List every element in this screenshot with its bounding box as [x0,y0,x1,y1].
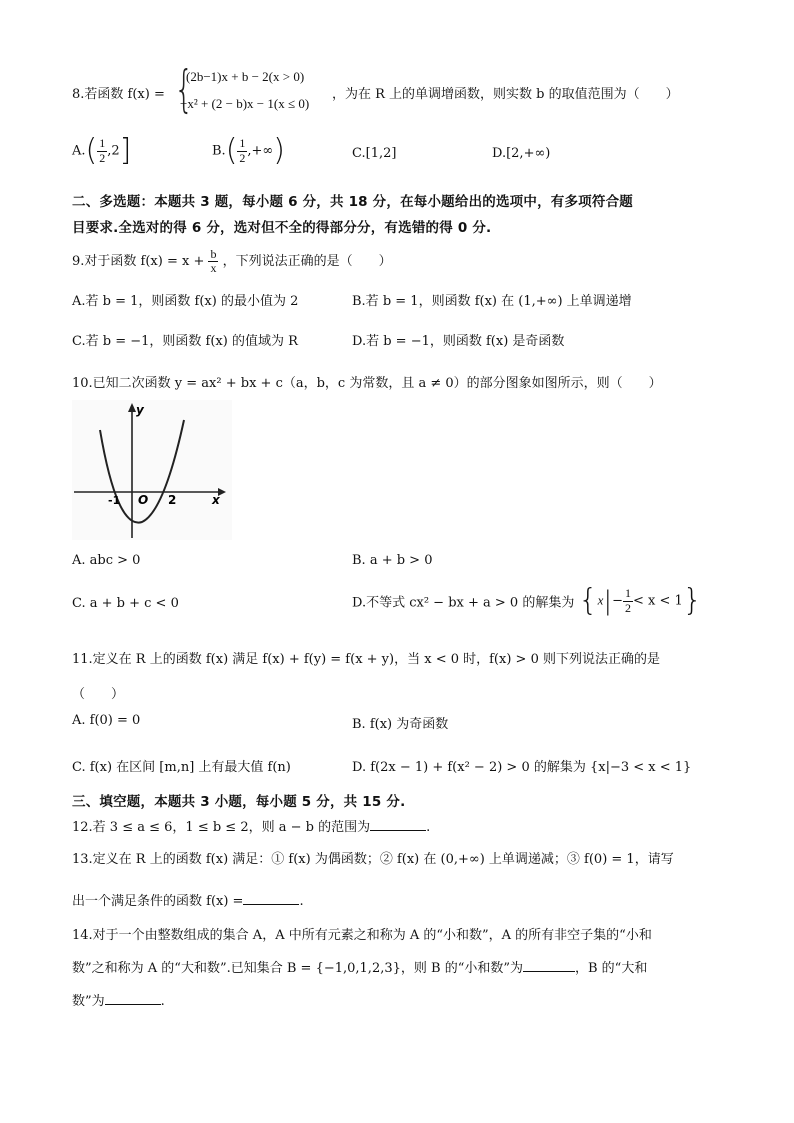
q8-lead: 8.若函数 f(x) = [72,87,165,102]
q10-stem: 10.已知二次函数 y = ax² + bx + c（a，b，c 为常数，且 a ≠ 0）的部分图象如图所示，则（ ） [72,376,662,391]
q11-option-c: C. f(x) 在区间 [m,n] 上有最大值 f(n) [72,760,291,775]
q8-piece2: −x² + (2 − b)x − 1(x ≤ 0) [180,96,310,111]
q9-option-a: A.若 b = 1，则函数 f(x) 的最小值为 2 [72,294,299,309]
q8-piece1: (2b−1)x + b − 2(x > 0) [186,69,305,84]
q14-line2: 数”之和称为 A 的“大和数”.已知集合 B = {−1,0,1,2,3}，则 B 的“小和数”为 ，B 的“大和 [72,961,648,976]
q11-stem: 11.定义在 R 上的函数 f(x) 满足 f(x) + f(y) = f(x + y)，当 x < 0 时，f(x) > 0 则下列说法正确的是 [72,652,660,667]
q11-option-b: B. f(x) 为奇函数 [352,717,449,732]
q11-option-a: A. f(0) = 0 [72,713,141,728]
q12-answer-blank[interactable] [370,818,426,831]
q8-option-a: A.( $\frac{1}{2}$ ,2] [72,133,132,168]
q10-option-c: C. a + b + c < 0 [72,596,179,611]
q14-answer-blank-2[interactable] [105,992,161,1005]
q14-answer-blank-1[interactable] [523,959,575,972]
q8-option-c: C.[1,2] [352,146,397,161]
section3-heading: 三、填空题，本题共 3 小题，每小题 5 分，共 15 分. [72,794,406,810]
q10-parabola-graph [72,400,232,540]
q11-option-d: D. f(2x − 1) + f(x² − 2) > 0 的解集为 {x|−3 < x < 1} [352,760,692,775]
q14-line3: 数”为 . [72,994,165,1009]
tick-neg1-label: -1 [108,494,121,507]
q10-option-d: D.不等式 cx² − bx + a > 0 的解集为 {x|− $\frac{1}{2}$ < x < 1} [352,583,702,618]
q13-line2: 出一个满足条件的函数 f(x) = . [72,894,304,909]
q8-tail: ，为在 R 上的单调增函数，则实数 b 的取值范围为（ ） [332,87,679,102]
q8-piecewise-brace: { [174,60,194,118]
q9-stem: 9.对于函数 f(x) = x + $\frac{b}{x}$ ，下列说法正确的是（ ） [72,247,392,276]
x-axis-label: x [212,493,220,507]
q12-text: 12.若 3 ≤ a ≤ 6，1 ≤ b ≤ 2，则 a − b 的范围为 . [72,820,431,835]
section2-heading-line1: 二、多选题：本题共 3 题，每小题 6 分，共 18 分，在每小题给出的选项中，有多项符合题 [72,194,633,210]
q9-option-c: C.若 b = −1，则函数 f(x) 的值域为 R [72,334,298,349]
origin-label: O [138,493,149,507]
q14-line1: 14.对于一个由整数组成的集合 A，A 中所有元素之和称为 A 的“小和数”，A 的所有非空子集的“小和 [72,928,652,943]
q9-option-b: B.若 b = 1，则函数 f(x) 在 (1,+∞) 上单调递增 [352,294,632,309]
q9-option-d: D.若 b = −1，则函数 f(x) 是奇函数 [352,334,565,349]
tick-2-label: 2 [168,493,177,507]
q11-paren: （ ） [72,687,125,702]
q8-option-b: B.( $\frac{1}{2}$ ,+∞) [212,133,285,168]
q10-option-a: A. abc > 0 [72,553,141,568]
section2-heading-line2: 目要求.全选对的得 6 分，选对但不全的得部分分，有选错的得 0 分. [72,220,492,236]
q10-option-b: B. a + b > 0 [352,553,433,568]
q8-option-d: D.[2,+∞) [492,146,551,161]
y-axis-label: y [136,403,144,417]
q13-line1: 13.定义在 R 上的函数 f(x) 满足：① f(x) 为偶函数；② f(x) 在 (0,+∞) 上单调递减；③ f(0) = 1，请写 [72,852,674,867]
q13-answer-blank[interactable] [243,892,299,905]
